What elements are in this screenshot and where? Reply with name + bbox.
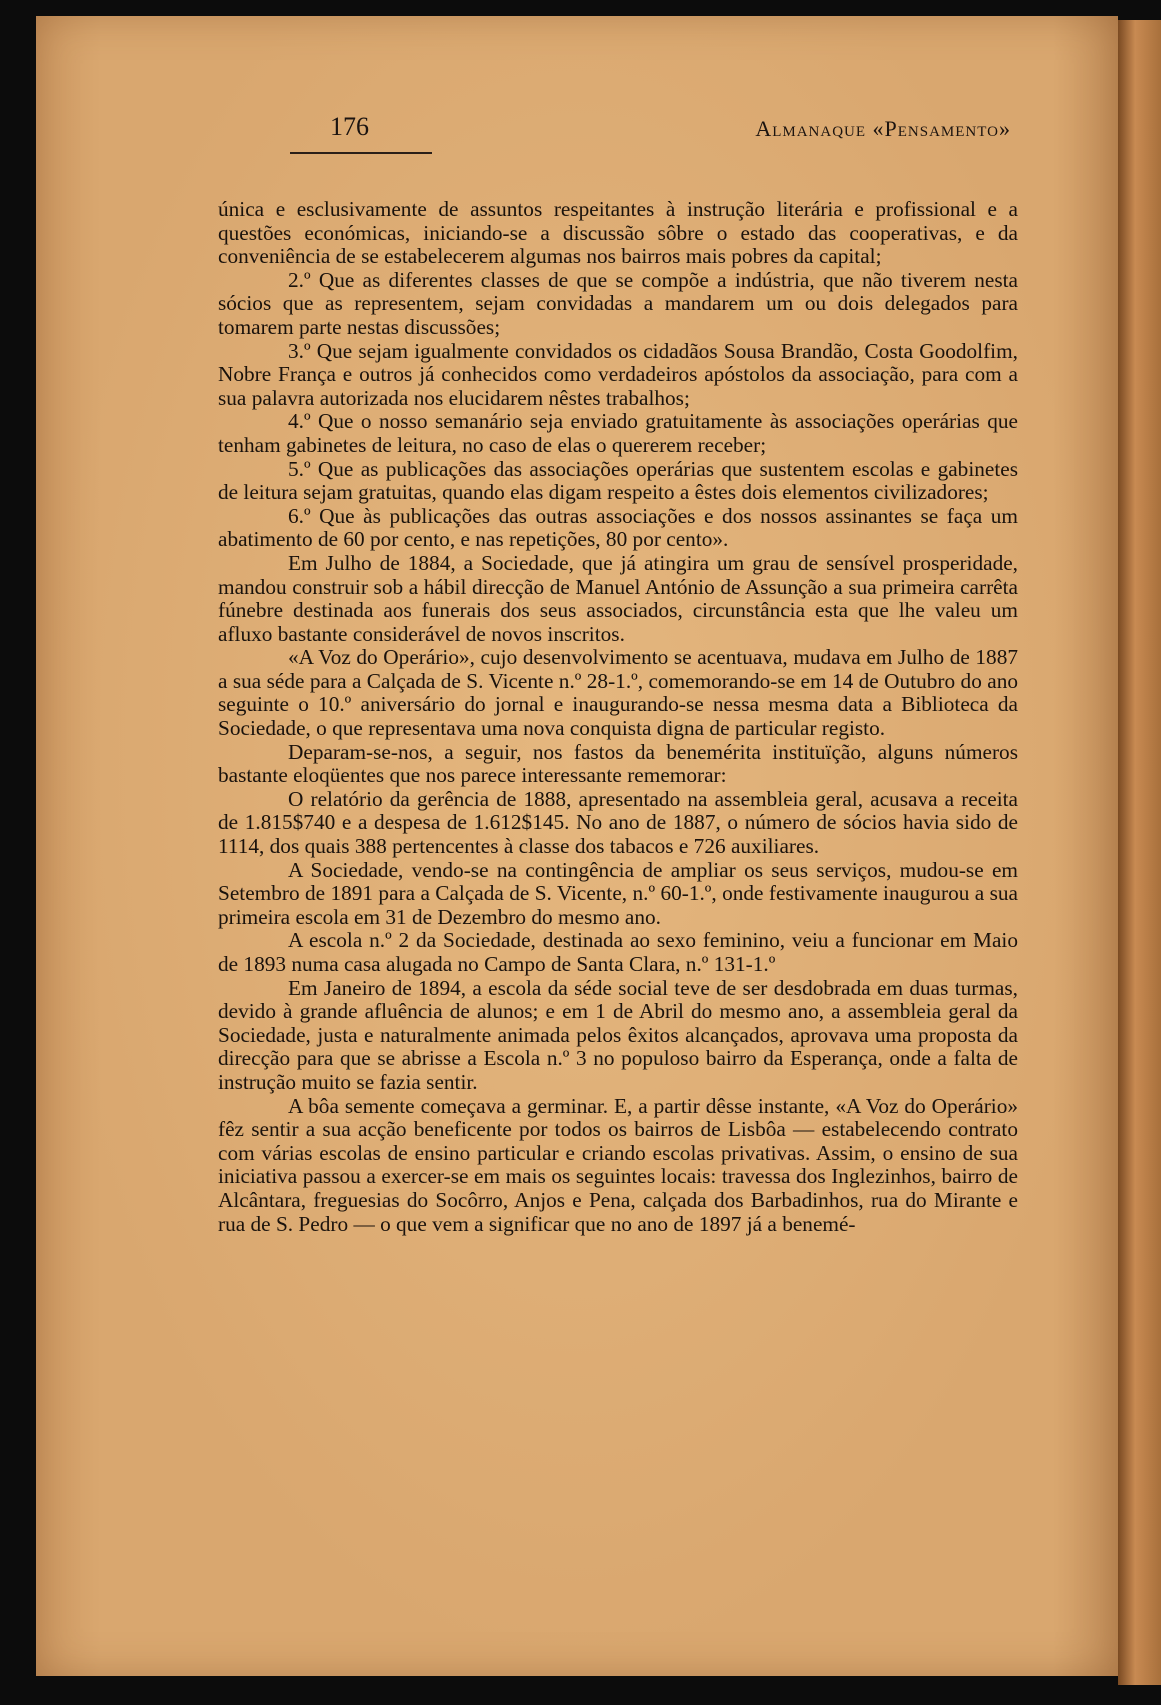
- paragraph: 3.º Que sejam igualmente convidados os cidadãos Sousa Brandão, Costa Goodolfim, Nobre França e outros já conhecidos como verdadeiros apóstolos da associação, para com a sua palavra autorizada nos elucidarem nêstes trabalhos;: [218, 338, 1018, 410]
- paragraph: 2.º Que as diferentes classes de que se compõe a indústria, que não tiverem nesta sócios que as representem, sejam convidadas a mandarem um ou dois delegados para tomarem parte nestas discussões;: [218, 267, 1018, 339]
- paragraph: Deparam-se-nos, a seguir, nos fastos da benemérita instituïção, alguns números bastante eloqüentes que nos parece interessante rememorar:: [218, 739, 1018, 788]
- page-edge: [1118, 20, 1161, 1685]
- paragraph: Em Janeiro de 1894, a escola da séde social teve de ser desdobrada em duas turmas, devido à grande afluência de alunos; e em 1 de Abril do mesmo ano, a assembleia geral da Sociedade, justa e naturalmente animada pelos êxitos alcançados, aprovava uma proposta da direcção para que se abrisse a Escola n.º 3 no populoso bairro da Esperança, onde a falta de instrução muito se fazia sentir.: [218, 975, 1018, 1094]
- paragraph: A bôa semente começava a germinar. E, a partir dêsse instante, «A Voz do Operário» fêz sentir a sua acção beneficente por todos os bairros de Lisbôa — estabelecendo contrato com várias escolas de ensino particular e criando escolas privativas. Assim, o ensino de sua iniciativa passou a exercer-se em mais os seguintes locais: travessa dos Inglezinhos, bairro de Alcântara, freguesias do Socôrro, Anjos e Pena, calçada dos Barbadinhos, rua do Mirante e rua de S. Pedro — o que vem a significar que no ano de 1897 já a benemé-: [218, 1093, 1018, 1236]
- paragraph: 5.º Que as publicações das associações operárias que sustentem escolas e gabinetes de leitura sejam gratuitas, quando elas digam respeito a êstes dois elementos civilizadores;: [218, 456, 1018, 505]
- paragraph: «A Voz do Operário», cujo desenvolvimento se acentuava, mudava em Julho de 1887 a sua séde para a Calçada de S. Vicente n.º 28-1.º, comemorando-se em 14 de Outubro do ano seguinte o 10.º aniversário do jornal e inaugurando-se nessa mesma data a Biblioteca da Sociedade, o que representava uma nova conquista digna de particular registo.: [218, 645, 1018, 741]
- paragraph: A escola n.º 2 da Sociedade, destinada ao sexo feminino, veiu a funcionar em Maio de 1893 numa casa alugada no Campo de Santa Clara, n.º 131-1.º: [218, 928, 1018, 976]
- page-header: [290, 112, 1011, 156]
- paragraph: 4.º Que o nosso semanário seja enviado gratuitamente às associações operárias que tenham gabinetes de leitura, no caso de elas o quererem receber;: [218, 409, 1018, 457]
- paragraph: A Sociedade, vendo-se na contingência de ampliar os seus serviços, mudou-se em Setembro de 1891 para a Calçada de S. Vicente, n.º 60-1.º, onde festivamente inaugurou a sua primeira escola em 31 de Dezembro do mesmo ano.: [218, 857, 1018, 929]
- paragraph: O relatório da gerência de 1888, apresentado na assembleia geral, acusava a receita de 1.815$740 e a despesa de 1.612$145. No ano de 1887, o número de sócios havia sido de 1114, dos quais 388 pertencentes à classe dos tabacos e 726 auxiliares.: [218, 786, 1018, 859]
- paragraph: única e esclusivamente de assuntos respeitantes à instrução literária e profissional e a questões económicas, iniciando-se a discussão sôbre o estado das cooperativas, e da conveniência de se estabelecerem algumas nos bairros mais pobres da capital;: [218, 197, 1018, 269]
- paragraph: 6.º Que às publicações das outras associações e dos nossos assinantes se faça um abatimento de 60 por cento, e nas repetições, 80 por cento».: [218, 503, 1018, 552]
- paragraph: Em Julho de 1884, a Sociedade, que já atingira um grau de sensível prosperidade, mandou construir sob a hábil direcção de Manuel António de Assunção a sua primeira carrêta fúnebre destinada aos funerais dos seus associados, circunstância esta que lhe valeu um afluxo bastante considerável de novos inscritos.: [218, 550, 1018, 646]
- running-title: Almanaque «Pensamento»: [755, 116, 1011, 141]
- body-text: [218, 198, 1018, 1236]
- header-rule: [290, 152, 432, 154]
- page-number: 176: [330, 112, 369, 141]
